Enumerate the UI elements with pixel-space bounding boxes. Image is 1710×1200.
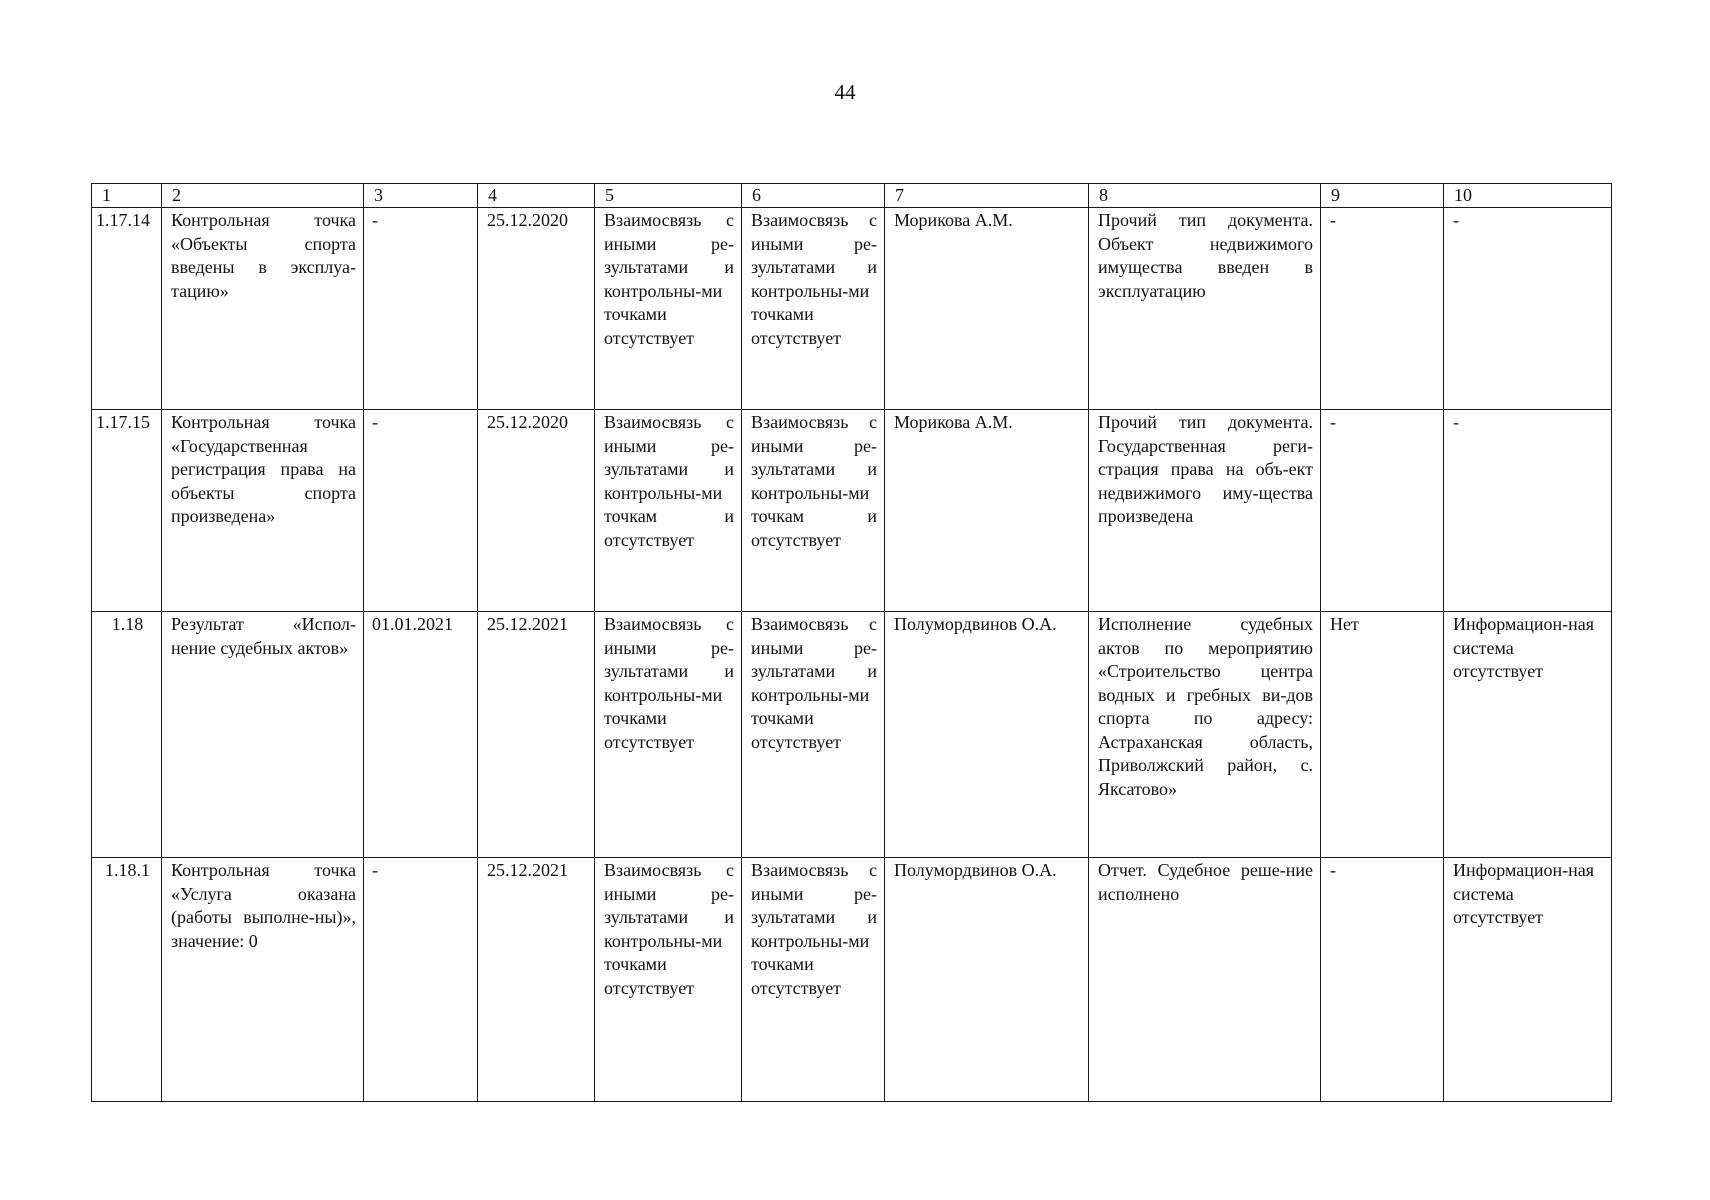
document-cell: Отчет. Судебное реше-ние исполнено bbox=[1089, 858, 1321, 1102]
name-cell: Контрольная точка «Объекты спорта введены в эксплуа-тацию» bbox=[162, 208, 364, 410]
column-header: 1 bbox=[92, 184, 162, 208]
document-cell: Прочий тип документа. Государственная реги-страция права на объ-ект недвижимого иму-щества произведена bbox=[1089, 410, 1321, 612]
successor-cell: Взаимосвязь с иными ре-зультатами и контрольны-ми точками отсутствует bbox=[742, 858, 885, 1102]
start-date-cell: - bbox=[364, 410, 478, 612]
start-date-cell: 01.01.2021 bbox=[364, 612, 478, 858]
end-date-cell: 25.12.2020 bbox=[478, 208, 595, 410]
col10-cell: - bbox=[1444, 208, 1612, 410]
successor-cell: Взаимосвязь с иными ре-зультатами и контрольны-ми точкам и отсутствует bbox=[742, 410, 885, 612]
column-header: 5 bbox=[595, 184, 742, 208]
row-number-cell: 1.18 bbox=[92, 612, 162, 858]
start-date-cell: - bbox=[364, 208, 478, 410]
start-date-cell: - bbox=[364, 858, 478, 1102]
responsible-cell: Морикова А.М. bbox=[885, 410, 1089, 612]
col10-cell: - bbox=[1444, 410, 1612, 612]
page-number: 44 bbox=[834, 80, 856, 104]
col9-cell: - bbox=[1321, 858, 1444, 1102]
successor-cell: Взаимосвязь с иными ре-зультатами и контрольны-ми точками отсутствует bbox=[742, 612, 885, 858]
row-number-cell: 1.17.15 bbox=[92, 410, 162, 612]
column-header: 7 bbox=[885, 184, 1089, 208]
table-row bbox=[92, 858, 1612, 1102]
successor-cell: Взаимосвязь с иными ре-зультатами и контрольны-ми точками отсутствует bbox=[742, 208, 885, 410]
document-cell: Исполнение судебных актов по мероприятию «Строительство центра водных и гребных ви-дов спорта по адресу: Астраханская область, Приволжский район, с. Яксатово» bbox=[1089, 612, 1321, 858]
column-header: 3 bbox=[364, 184, 478, 208]
table-header-row bbox=[92, 184, 1612, 208]
predecessor-cell: Взаимосвязь с иными ре-зультатами и контрольны-ми точкам и отсутствует bbox=[595, 410, 742, 612]
column-header: 9 bbox=[1321, 184, 1444, 208]
predecessor-cell: Взаимосвязь с иными ре-зультатами и контрольны-ми точками отсутствует bbox=[595, 208, 742, 410]
responsible-cell: Полумордвинов О.А. bbox=[885, 612, 1089, 858]
end-date-cell: 25.12.2021 bbox=[478, 612, 595, 858]
column-header: 4 bbox=[478, 184, 595, 208]
document-table bbox=[91, 183, 1612, 1102]
column-header: 6 bbox=[742, 184, 885, 208]
table-row bbox=[92, 612, 1612, 858]
table-row bbox=[92, 208, 1612, 410]
name-cell: Контрольная точка «Услуга оказана (работы выполне-ны)», значение: 0 bbox=[162, 858, 364, 1102]
row-number-cell: 1.18.1 bbox=[92, 858, 162, 1102]
row-number-cell: 1.17.14 bbox=[92, 208, 162, 410]
predecessor-cell: Взаимосвязь с иными ре-зультатами и контрольны-ми точками отсутствует bbox=[595, 858, 742, 1102]
end-date-cell: 25.12.2021 bbox=[478, 858, 595, 1102]
col9-cell: - bbox=[1321, 208, 1444, 410]
predecessor-cell: Взаимосвязь с иными ре-зультатами и контрольны-ми точками отсутствует bbox=[595, 612, 742, 858]
col10-cell: Информацион-ная система отсутствует bbox=[1444, 858, 1612, 1102]
responsible-cell: Морикова А.М. bbox=[885, 208, 1089, 410]
name-cell: Контрольная точка «Государственная регистрация права на объекты спорта произведена» bbox=[162, 410, 364, 612]
col10-cell: Информацион-ная система отсутствует bbox=[1444, 612, 1612, 858]
column-header: 8 bbox=[1089, 184, 1321, 208]
table-row bbox=[92, 410, 1612, 612]
responsible-cell: Полумордвинов О.А. bbox=[885, 858, 1089, 1102]
name-cell: Результат «Испол-нение судебных актов» bbox=[162, 612, 364, 858]
col9-cell: - bbox=[1321, 410, 1444, 612]
column-header: 2 bbox=[162, 184, 364, 208]
document-cell: Прочий тип документа. Объект недвижимого имущества введен в эксплуатацию bbox=[1089, 208, 1321, 410]
end-date-cell: 25.12.2020 bbox=[478, 410, 595, 612]
col9-cell: Нет bbox=[1321, 612, 1444, 858]
column-header: 10 bbox=[1444, 184, 1612, 208]
